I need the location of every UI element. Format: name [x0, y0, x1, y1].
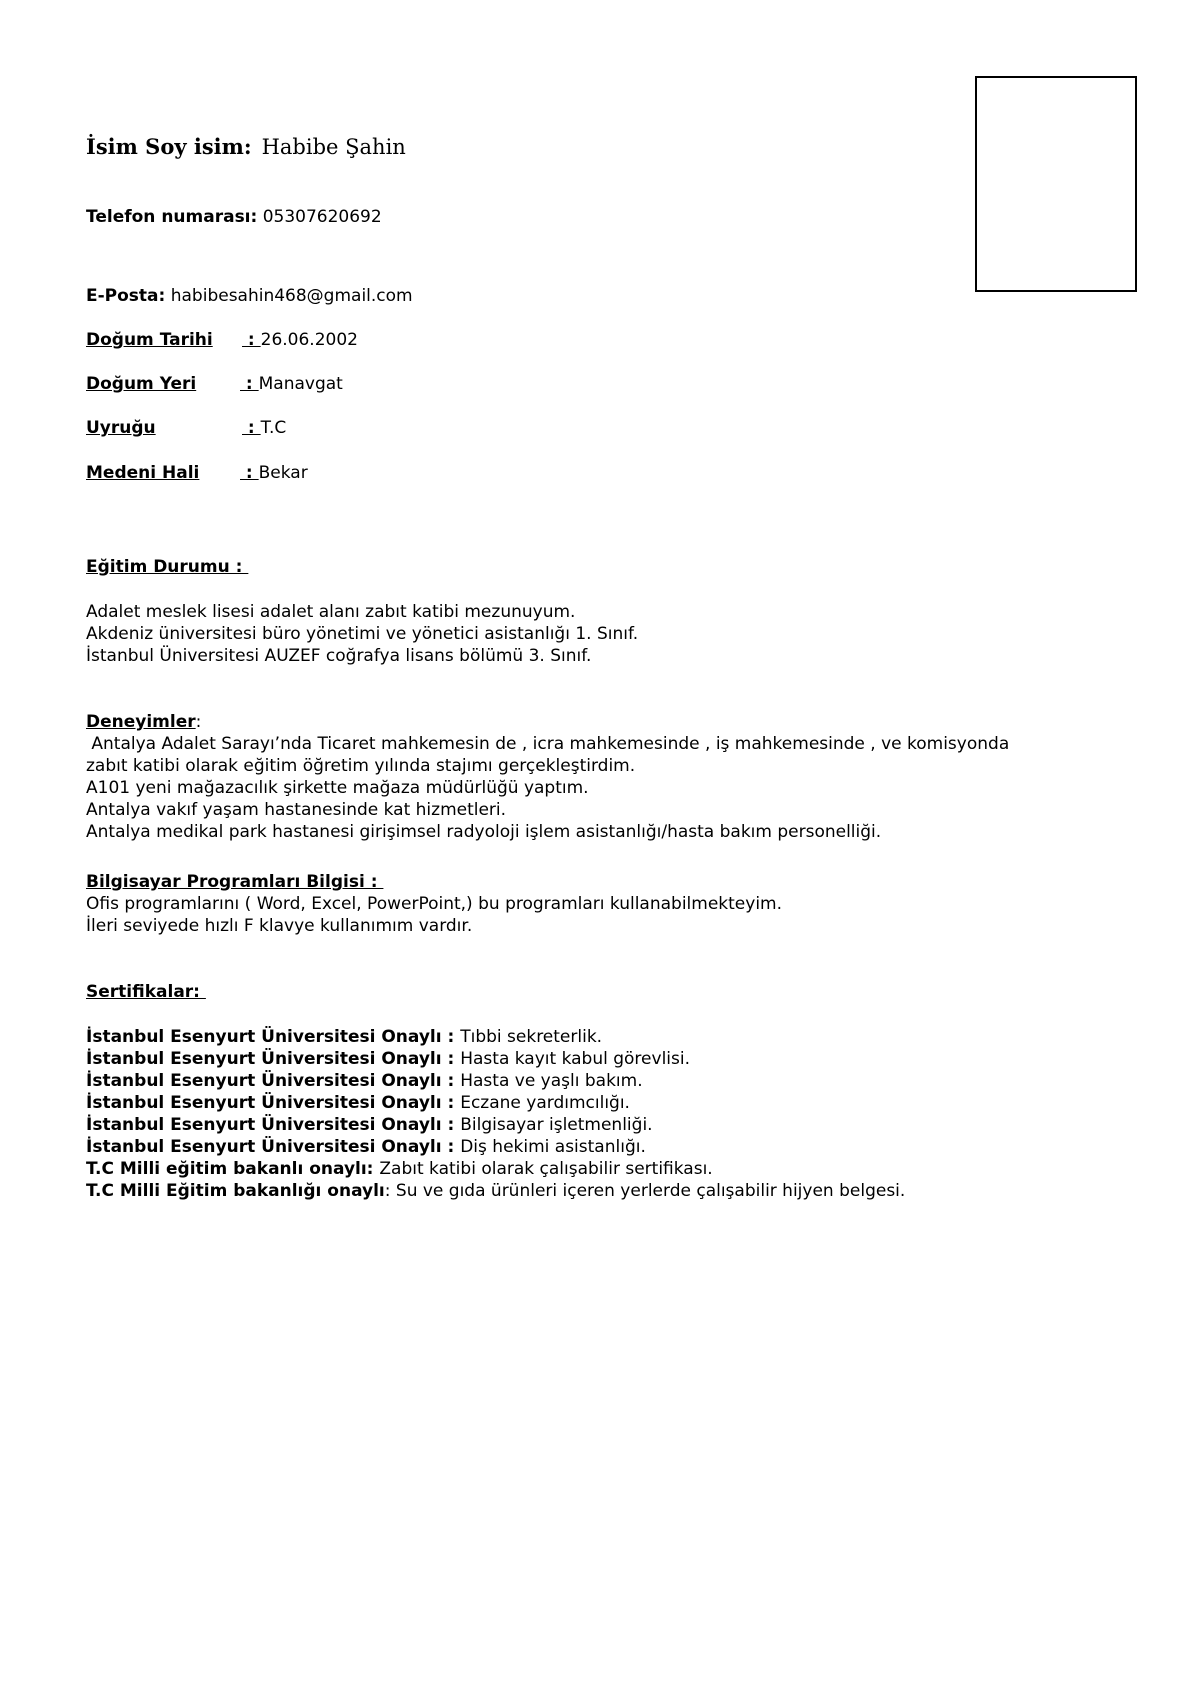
- education-line: Adalet meslek lisesi adalet alanı zabıt katibi mezunuyum.: [86, 602, 576, 622]
- certificates-title: Sertifikalar:: [86, 982, 206, 1002]
- education-block: [86, 601, 638, 667]
- certificates-list: [86, 1026, 905, 1202]
- certificate-name: Hasta ve yaşlı bakım.: [460, 1071, 643, 1091]
- certificate-issuer: İstanbul Esenyurt Üniversitesi Onaylı :: [86, 1049, 461, 1069]
- nationality-line: [86, 417, 286, 439]
- certificate-name: Bilgisayar işletmenliği.: [460, 1115, 653, 1135]
- name-line: [86, 133, 406, 161]
- birth-place-label: Doğum Yeri: [86, 374, 197, 394]
- certificate-issuer: İstanbul Esenyurt Üniversitesi Onaylı :: [86, 1071, 461, 1091]
- certificate-item: [86, 1114, 905, 1136]
- marital-status-label: Medeni Hali: [86, 463, 200, 483]
- certificate-item: [86, 1158, 905, 1180]
- marital-status-sep: :: [240, 463, 259, 483]
- name-label: İsim Soy isim:: [86, 134, 252, 159]
- email-line: [86, 285, 413, 307]
- experience-line: zabıt katibi olarak eğitim öğretim yılında stajımı gerçekleştirdim.: [86, 756, 636, 776]
- certificate-name: Diş hekimi asistanlığı.: [460, 1137, 646, 1157]
- phone-value: 05307620692: [262, 207, 382, 227]
- experience-line: Antalya vakıf yaşam hastanesinde kat hizmetleri.: [86, 800, 507, 820]
- education-line: Akdeniz üniversitesi büro yönetimi ve yönetici asistanlığı 1. Sınıf.: [86, 624, 639, 644]
- photo-placeholder: [975, 76, 1137, 292]
- birth-date-line: [86, 329, 358, 351]
- nationality-value: T.C: [260, 418, 287, 438]
- birth-date-value: 26.06.2002: [260, 330, 358, 350]
- name-value: Habibe Şahin: [261, 135, 406, 159]
- education-title: Eğitim Durumu :: [86, 557, 249, 577]
- computer-skills-line: İleri seviyede hızlı F klavye kullanımım vardır.: [86, 916, 473, 936]
- certificate-item: [86, 1180, 905, 1202]
- certificate-issuer: İstanbul Esenyurt Üniversitesi Onaylı :: [86, 1093, 461, 1113]
- certificate-issuer: İstanbul Esenyurt Üniversitesi Onaylı :: [86, 1115, 461, 1135]
- certificate-name: Zabıt katibi olarak çalışabilir sertifikası.: [379, 1159, 713, 1179]
- certificate-name: Hasta kayıt kabul görevlisi.: [460, 1049, 690, 1069]
- marital-status-line: [86, 462, 308, 484]
- certificate-item: [86, 1048, 905, 1070]
- birth-place-sep: :: [240, 374, 259, 394]
- certificate-item: [86, 1136, 905, 1158]
- experience-block: [86, 733, 1009, 843]
- nationality-sep: :: [242, 418, 261, 438]
- phone-line: [86, 206, 382, 228]
- experience-title-line: [86, 711, 201, 733]
- education-line: İstanbul Üniversitesi AUZEF coğrafya lisans bölümü 3. Sınıf.: [86, 646, 592, 666]
- certificate-issuer: İstanbul Esenyurt Üniversitesi Onaylı :: [86, 1137, 461, 1157]
- computer-skills-block: [86, 893, 782, 937]
- nationality-label: Uyruğu: [86, 418, 156, 438]
- certificate-issuer: T.C Milli Eğitim bakanlığı onaylı: [86, 1181, 385, 1201]
- certificate-item: [86, 1092, 905, 1114]
- experience-line: Antalya Adalet Sarayı’nda Ticaret mahkemesin de , icra mahkemesinde , iş mahkemesinde , ve komisyonda: [86, 734, 1010, 754]
- email-label: E-Posta:: [86, 286, 166, 306]
- birth-date-label: Doğum Tarihi: [86, 330, 213, 350]
- birth-date-sep: :: [242, 330, 261, 350]
- experience-line: A101 yeni mağazacılık şirkette mağaza müdürlüğü yaptım.: [86, 778, 589, 798]
- birth-place-value: Manavgat: [258, 374, 343, 394]
- certificate-name: Tıbbi sekreterlik.: [460, 1027, 603, 1047]
- certificate-name: : Su ve gıda ürünleri içeren yerlerde çalışabilir hijyen belgesi.: [384, 1181, 906, 1201]
- experience-title-suffix: :: [195, 712, 202, 732]
- certificate-item: [86, 1070, 905, 1092]
- certificate-issuer: İstanbul Esenyurt Üniversitesi Onaylı :: [86, 1027, 461, 1047]
- certificate-name: Eczane yardımcılığı.: [460, 1093, 630, 1113]
- email-value: habibesahin468@gmail.com: [170, 286, 413, 306]
- certificate-issuer: T.C Milli eğitim bakanlı onaylı:: [86, 1159, 380, 1179]
- experience-line: Antalya medikal park hastanesi girişimsel radyoloji işlem asistanlığı/hasta bakım personelliği.: [86, 822, 882, 842]
- marital-status-value: Bekar: [258, 463, 308, 483]
- birth-place-line: [86, 373, 343, 395]
- experience-title: Deneyimler: [86, 712, 196, 732]
- computer-skills-title: Bilgisayar Programları Bilgisi :: [86, 872, 384, 892]
- certificate-item: [86, 1026, 905, 1048]
- phone-label: Telefon numarası:: [86, 207, 258, 227]
- computer-skills-line: Ofis programlarını ( Word, Excel, PowerPoint,) bu programları kullanabilmekteyim.: [86, 894, 783, 914]
